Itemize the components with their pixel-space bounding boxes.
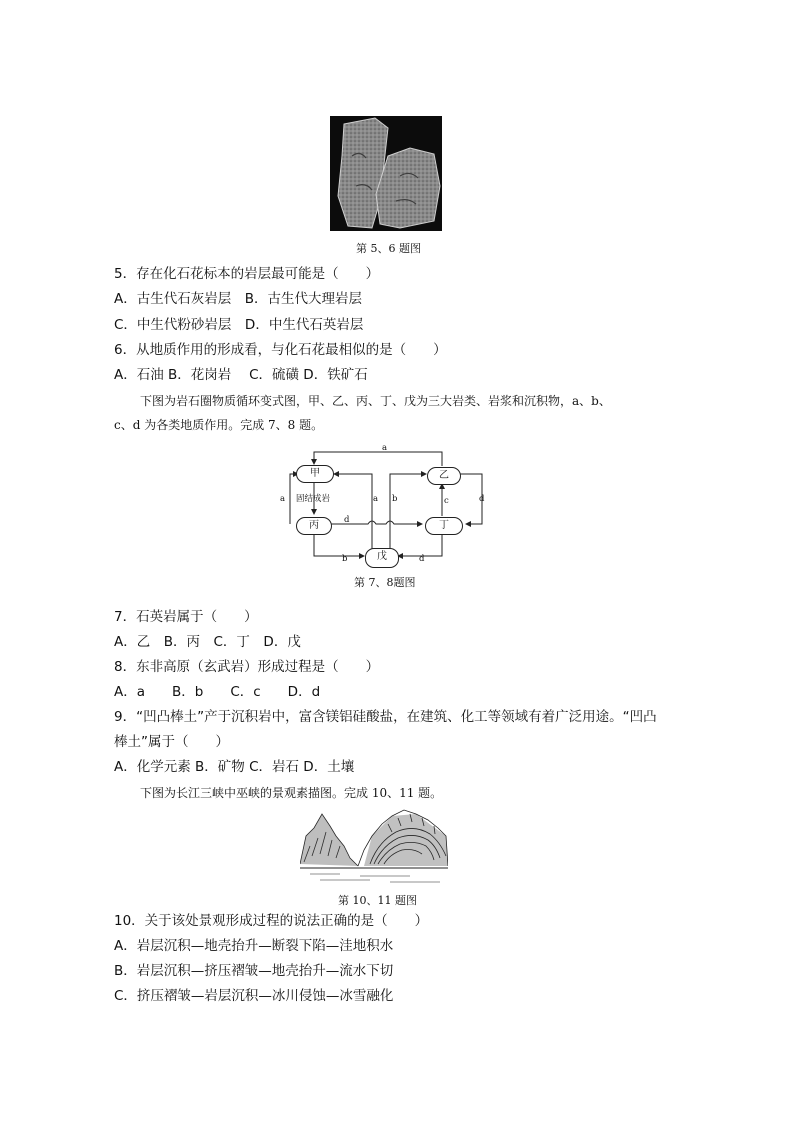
q9-stem-line1: 9．“凹凸棒土”产于沉积岩中，富含镁铝硅酸盐，在建筑、化工等领域有着广泛用途。“凹凸 <box>114 709 657 725</box>
wu-gorge-sketch <box>300 806 448 888</box>
label-a-top: a <box>382 443 388 453</box>
node-jia: 甲 <box>296 465 334 483</box>
node-yi: 乙 <box>427 467 461 485</box>
fossil-photo <box>330 116 442 231</box>
node-wu: 戊 <box>365 548 399 568</box>
node-bing: 丙 <box>296 517 332 535</box>
q10-stem: 10．关于该处景观形成过程的说法正确的是（ ） <box>114 913 429 929</box>
label-b-bottom: b <box>342 554 348 564</box>
intro-10-11: 下图为长江三峡中巫峡的景观素描图。完成 10、11 题。 <box>140 786 443 800</box>
q10-option-a: A．岩层沉积—地壳抬升—断裂下陷—洼地积水 <box>114 938 394 954</box>
label-a-center: a <box>373 494 379 504</box>
label-consolidate: 固结成岩 <box>296 494 331 504</box>
fossil-stones-illustration <box>330 116 442 231</box>
label-a-left: a <box>280 494 286 504</box>
q10-option-c: C．挤压褶皱—岩层沉积—冰川侵蚀—冰雪融化 <box>114 988 394 1004</box>
q6-stem: 6．从地质作用的形成看，与化石花最相似的是（ ） <box>114 342 447 358</box>
figure3-caption: 第 10、11 题图 <box>338 894 417 907</box>
figure2-caption: 第 7、8题图 <box>354 576 416 589</box>
gorge-illustration <box>300 806 448 888</box>
rock-cycle-diagram <box>272 444 496 570</box>
q7-options: A．乙 B．丙 C．丁 D．戊 <box>114 634 301 650</box>
label-d-right: d <box>479 494 485 504</box>
label-b-center: b <box>392 494 398 504</box>
q7-stem: 7．石英岩属于（ ） <box>114 609 258 625</box>
q5-stem: 5．存在化石花标本的岩层最可能是（ ） <box>114 266 380 282</box>
label-d-bottom: d <box>419 554 425 564</box>
q10-option-b: B．岩层沉积—挤压褶皱—地壳抬升—流水下切 <box>114 963 394 979</box>
intro-7-8-line2: c、d 为各类地质作用。完成 7、8 题。 <box>114 418 324 432</box>
figure1-caption: 第 5、6 题图 <box>356 242 421 255</box>
q8-options: A．a B．b C．c D．d <box>114 684 321 700</box>
q8-stem: 8．东非高原（玄武岩）形成过程是（ ） <box>114 659 380 675</box>
q5-options-ab: A．古生代石灰岩层 B．古生代大理岩层 <box>114 291 362 307</box>
node-ding: 丁 <box>425 517 463 535</box>
q9-options: A．化学元素 B．矿物 C．岩石 D．土壤 <box>114 759 355 775</box>
label-c: c <box>444 496 449 506</box>
intro-7-8-line1: 下图为岩石圈物质循环变式图，甲、乙、丙、丁、戊为三大岩类、岩浆和沉积物，a、b、 <box>140 394 611 408</box>
q9-stem-line2: 棒土”属于（ ） <box>114 734 229 750</box>
q5-options-cd: C．中生代粉砂岩层 D．中生代石英岩层 <box>114 317 364 333</box>
label-d-middle: d <box>344 515 350 525</box>
q6-options: A．石油 B．花岗岩 C．硫磺 D．铁矿石 <box>114 367 368 383</box>
